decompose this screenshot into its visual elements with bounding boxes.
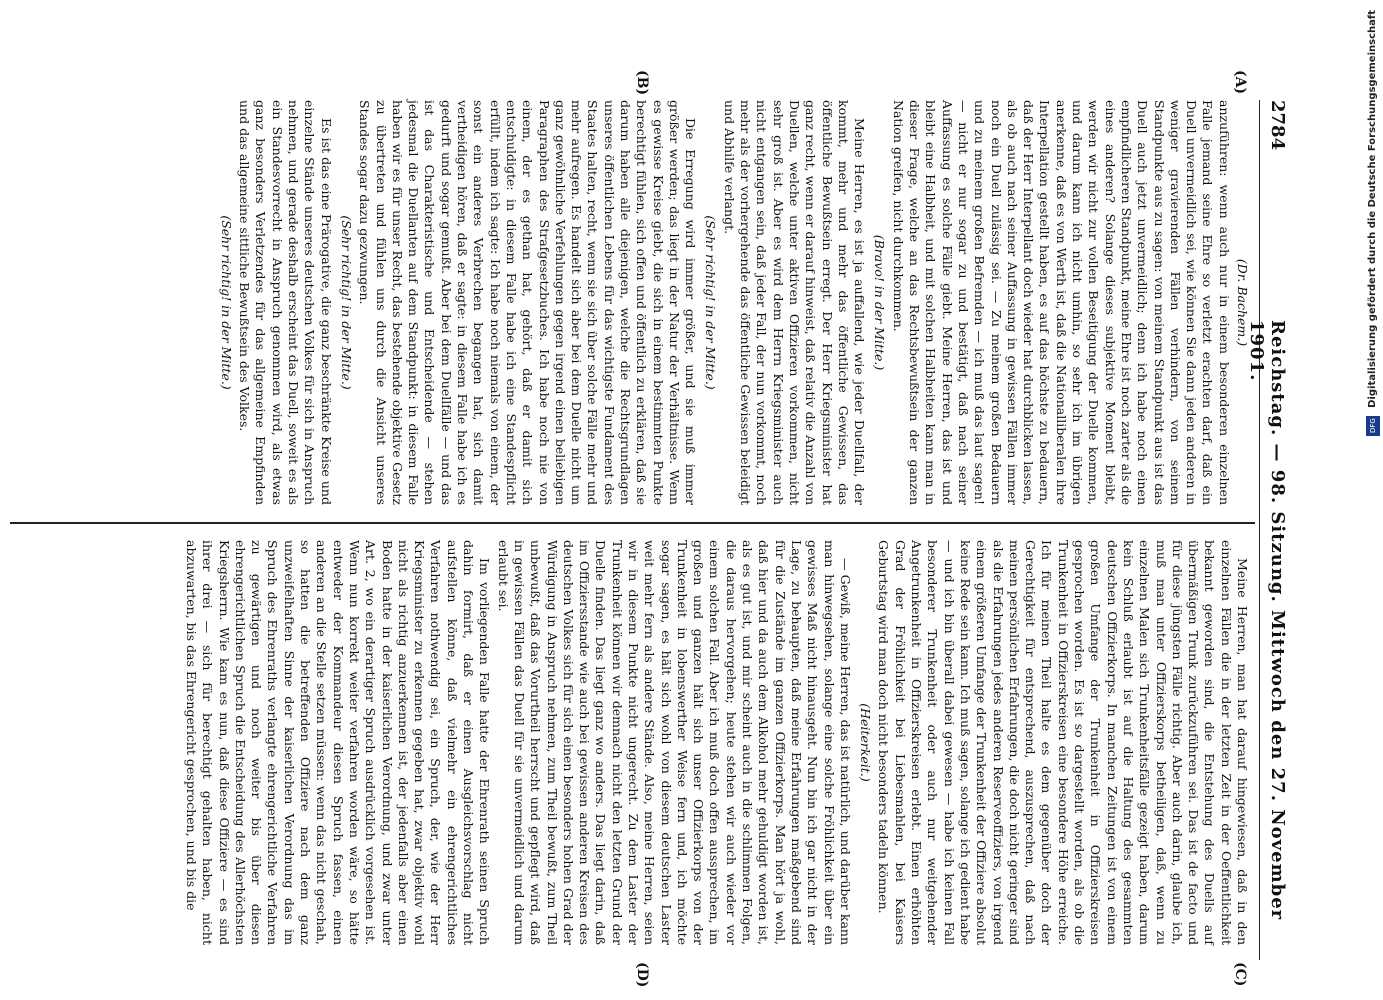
interjection: (Bravo! in der Mitte.) <box>872 234 888 371</box>
paragraph: Im vorliegenden Falle hatte der Ehrenrath seinen Spruch dahin formirt, daß er einen Ausgleichsvorschlag nicht aufstellen könne, daß vielmehr ein ehrengerichtliches Verfahren nothwendig sei, ein Spruch, der, wie der Herr Kriegsminister zu erkennen gegeben hat, zwar objektiv wohl nicht als richtig anzuerkennen ist, der jedenfalls aber einen Boden hatte in der kaiserlichen Verordnung, und zwar unter Art. 2, wo ein derartiger Spruch ausdrücklich vorgesehen ist. Wenn nun korrekt weiter verfahren worden wäre, so hätte entweder der Kommandeur diesen Spruch fassen, einen anderen an die Stelle setzen müssen: wenn das nicht geschah, so hatten die betreffenden Offiziere nach dem ganz unzweifelhaften Sinne der kaiserlichen Verordnung das im Spruch des Ehrenraths verlangte ehrengerichtliche Verfahren zu gewärtigen und noch weiter bis über diesen ehrengerichtlichen Spruch die Entscheidung des Allerhöchsten Kriegsherrn. Wie kam es nun, daß diese Offiziere — es sind ihrer drei — sich für berechtigt gehalten haben, nicht abzuwarten, bis das Ehrengericht gesprochen, und bis die <box>184 540 493 945</box>
paragraph: anzuführen: wenn auch nur in einem besonderen einzelnen Falle jemand seine Ehre so verletzt erachten darf, daß ein Duell unvermeidlich sei, wie können Sie dann jeden anderen in weniger gravierenden Fällen verhindern, von seinem Standpunkte aus zu sagen: von meinem Standpunkt aus ist das Duell auch jetzt unvermeidlich; denn ich habe noch einen empfindlicheren Standpunkt, meine Ehre ist noch zarter als die eines anderen? Solange dieses subjektive Moment bleibt, werden wir nicht zur vollen Beseitigung der Duelle kommen, und darum kann ich nicht umhin, so sehr ich im übrigen anerkenne, daß es von Werth ist, daß die Nationalliberalen ihre Interpellation gestellt haben, es auf das höchste zu bedauern, daß der Herr Interpellant doch wieder hat durchblicken lassen, als ob auch nach seiner Auffassung in gewissen Fällen immer noch ein Duell zulässig sei. — Zu meinem großen Bedauern und zu meinem großen Befremden — ich muß das laut sagen! — nicht er nur sogar zu und bestätigt, daß nach seiner Auffassung es solche Fälle giebt. Meine Herren, das ist und bleibt eine Halbheit, und mit solchen Halbheiten kann man in dieser Frage, welche an das Rechtsbewußtsein der ganzen Nation greifen, nicht durchkommen. <box>890 100 1232 505</box>
interjection: (Sehr richtig! in der Mitte.) <box>703 215 719 390</box>
speaker-label: (Dr. Bachem.) <box>1235 258 1250 347</box>
running-title: Reichstag. — 98. Sitzung. Mittwoch den 27. November 1901. <box>1246 320 1288 921</box>
right-column <box>20 540 1250 945</box>
page-header <box>1246 100 1290 960</box>
credit-text: Digitalisierung gefördert durch die Deutsche Forschungsgemeinschaft <box>1367 10 1378 408</box>
left-column <box>20 100 1250 505</box>
paragraph: Die Erregung wird immer größer, und sie muß immer größer werden; das liegt in der Natur der Verhältnisse. Wenn es gewisse Kreise giebt, die sich in einem bestimmten Punkte berechtigt fühlen, sich offen und öffentlich zu erklären, daß sie darum haben alle diejenigen, welche die Rechtsgrundlagen unseres öffentlichen Lebens für das wichtigste Fundament des Staates halten, recht, wenn sie sich über solche Fälle mehr und mehr aufregen. Es handelt sich aber bei dem Duelle nicht um ganz gewöhnliche Verfehlungen gegen irgend einen beliebigen Paragraphen des Strafgesetzbuches. Ich habe noch nie von einem, der es gethan hat, gehört, daß er damit sich entschuldigte: in diesem Falle habe ich eine Standespflicht erfüllt, indem ich sagte: Ich habe noch niemals von einem, der sonst ein anderes Verbrechen begangen hat, sich damit vertheidigen hören, daß er sagte: in diesem Falle habe ich es gedurft und sogar gemußt. Aber bei dem Duellfälle — und das ist das Charakteristische und Entscheidende — stehen jedesmal die Duellanten auf dem Standpunkt: in diesem Falle haben wir es für unser Recht, das bestehende objektive Gesetz zu übertreten und fühlen uns durch die Ansicht unseres Standes sogar dazu gezwungen. <box>357 100 699 505</box>
paragraph: — Gewiß, meine Herren, das ist natürlich, und darüber kann man hinwegsehen, solange eine solche Fröhlichkeit über ein gewisses Maß nicht hinausgeht. Nun bin ich gar nicht in der Lage, zu behaupten, daß meine Erfahrungen maßgebend sind für die Zustände im ganzen Offizierkorps. Man hört ja wohl, daß hier und da auch dem Alkohol mehr gehuldigt worden ist, als es gut ist, und mir scheint auch in die schlimmen Folgen, die daraus hervorgehen; heute stehen wir auch wieder vor einem solchen Fall. Aber ich muß doch offen aussprechen, im großen und ganzen hält sich unser Offizierkorps von der Trunkenheit in lobenswerther Weise fern und, ich möchte sogar sagen, es hält sich wohl von diesem deutschen Laster weit mehr fern als andere Stände. Also, meine Herren, seien wir in diesem Punkte nicht ungerecht. Zu dem Laster der Trunkenheit können wir demnach nicht den letzten Grund der Duelle finden. Das liegt ganz wo anders. Das liegt darin, daß im Offiziersstande wie auch bei gewissen anderen Kreisen des deutschen Volkes sich für sich einen besonders hohen Grad der Würdigung in Anspruch nehmen, zum Theil bewußt, zum Theil unbewußt, daß das Vorurtheil herrscht und gepflegt wird, daß in gewissen Fällen das Duell für sie unvermeidlich und darum erlaubt sei. <box>495 540 853 945</box>
page-number: 2784 <box>1267 100 1288 151</box>
column-divider <box>10 522 1255 524</box>
paragraph: Meine Herren, es ist ja auffallend, wie jeder Duellfall, der kommt, mehr und mehr das öffentliche Gewissen, das öffentliche Bewußtsein erregt. Der Herr Kriegsminister hat ganz recht, wenn er darauf hinweist, daß relativ die Anzahl von Duellen, welche unter aktiven Offizieren vorkommen, nicht sehr groß ist. Aber es wird dem Herrn Kriegsminister auch nicht entgangen sein, daß jeder Fall, der nun vorkommt, noch mehr als der vorhergehende das öffentliche Gewissen beleidigt und Abhilfe verlangt. <box>721 100 868 505</box>
interjection: (Sehr richtig! in der Mitte.) <box>338 215 354 390</box>
interjection: (Heiterkeit.) <box>858 703 874 782</box>
margin-mark-c: (C) <box>1232 962 1248 987</box>
margin-mark-b: (B) <box>634 70 650 96</box>
digitization-credit-strip <box>1362 0 1383 1000</box>
dfg-logo: DFG <box>1366 416 1380 436</box>
interjection: (Sehr richtig! in der Mitte.) <box>218 215 234 390</box>
margin-mark-a: (A) <box>1232 70 1248 95</box>
paragraph: Meine Herren, man hat darauf hingewiesen, daß in den einzelnen Fällen die in der letzten Zeit in der Oeffentlichkeit bekannt geworden sind, die Entstehung des Duells auf übermäßigen Trunk zurückzuführen sei. Das ist de facto und für diese jüngsten Fälle richtig. Aber auch darin, glaube ich, muß man unter Offizierskorps betheiligen, daß, wenn zu einzelnen Malen sich Trunkenheitsfälle gezeigt haben, darum kein Schluß erlaubt ist auf die Haltung des gesammten deutschen Offizierkorps. In manchen Zeitungen ist von einem großen Umfange der Trunkenheit in Offizierskreisen gesprochen worden. Es ist so dargestellt worden, als ob die Trunkenheit in Offizierskreisen eine besondere Höhe erreiche. Ich für meinen Theil halte es dem gegenüber doch der Gerechtigkeit für entsprechend, auszusprechen, daß nach meinen persönlichen Erfahrungen, die doch nicht geringer sind als die Erfahrungen jedes anderen Reserveoffiziers, von irgend einem größeren Umfange der Trunkenheit der Offiziere absolut keine Rede sein kann. Ich muß sagen, solange ich gedient habe — und ich bin überall dabei gewesen — habe ich keinen Fall besonderer Trunkenheit oder auch nur weitgehender Angetrunkenheit in Offizierskreisen erlebt. Einen erhöhten Grad der Fröhlichkeit bei Liebesmahlen, bei Kaisers Geburtstag wird man doch nicht besonders tadeln können. <box>876 540 1250 945</box>
margin-mark-d: (D) <box>634 962 650 988</box>
paragraph: Es ist das eine Prärogative, die ganz beschränkte Kreise und einzelne Stände unseres deutschen Volkes für sich in Anspruch nehmen, und gerade deshalb erscheint das Duell, soweit es als ein Standesvorrecht in Anspruch genommen wird, als etwas ganz besonders Verletzendes für das allgemeine Empfinden und das allgemeine sittliche Bewußtsein des Volkes. <box>237 100 334 505</box>
